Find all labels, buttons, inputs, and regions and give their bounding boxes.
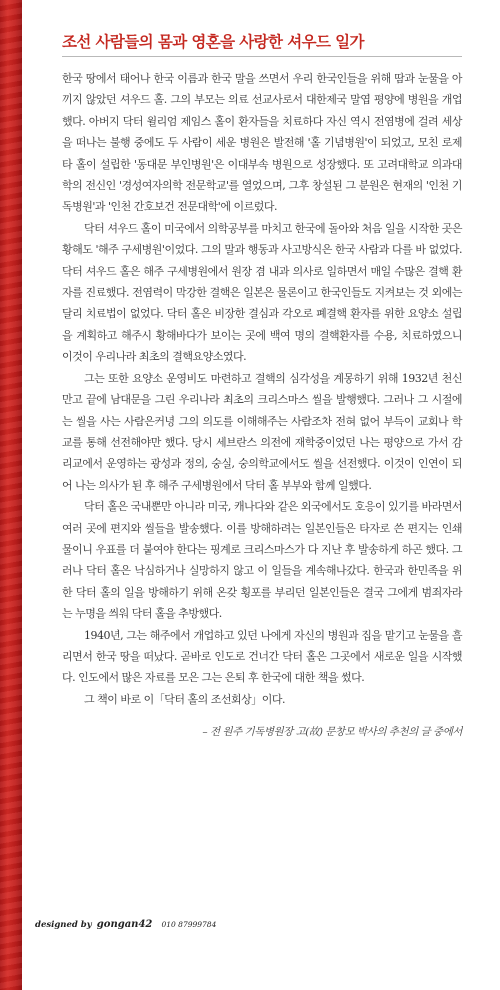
- paragraph-1: 한국 땅에서 태어나 한국 이름과 한국 말을 쓰면서 우리 한국인들을 위해 땀과 눈물을 아끼지 않았던 셔우드 홀. 그의 부모는 의료 선교사로서 대한제국 말엽 평양에 병원을 개업했다. 아버지 닥터 윌리엄 제임스 홀이 환자들을 치료하다 자신 역시 전염병에 걸려 세상을 떠나는 불행 중에도 두 사람이 세운 병원은 발전해 '홀 기념병원'이 되었고, 모친 로제타 홀이 설립한 '동대문 부인병원'은 이대부속 병원으로 성장했다. 또 고려대학교 의과대학의 전신인 '경성여자의학 전문학교'를 열었으며, 그후 창설된 그 분원은 현재의 '인천 기독병원'과 '인천 간호보건 전문대학'에 이르렀다.: [62, 72, 462, 214]
- designer-brand: gongan42: [96, 919, 153, 930]
- paragraph-6: 그 책이 바로 이「닥터 홀의 조선회상」이다.: [84, 692, 285, 706]
- article: [62, 30, 462, 739]
- citation: – 전 원주 기독병원장 고(故) 문창모 박사의 추천의 글 중에서: [202, 726, 462, 739]
- paragraph-3: 그는 또한 요양소 운영비도 마련하고 결핵의 심각성을 계몽하기 위해 1932년 천신만고 끝에 남대문을 그린 우리나라 최초의 크리스마스 씰을 발행했다. 그러나 그 시절에는 씰을 사는 사람은커녕 그의 의도를 이해해주는 사람조차 전혀 없어 부득이 교회나 학교를 통해 선전해야만 했다. 당시 세브란스 의전에 재학중이었던 나는 평양으로 가서 감리교에서 운영하는 광성과 정의, 숭실, 숭의학교에서도 씰을 선전했다. 이것이 인연이 되어 나는 의사가 된 후 해주 구세병원에서 닥터 홀 부부와 함께 일했다.: [62, 371, 462, 492]
- designer-phone: 010 87999784: [161, 920, 217, 929]
- title-divider: [62, 56, 462, 57]
- designer-credit: [35, 912, 216, 931]
- designed-by-label: designed by: [35, 920, 92, 930]
- paragraph-4: 닥터 홀은 국내뿐만 아니라 미국, 캐나다와 같은 외국에서도 호응이 있기를 바라면서 여러 곳에 편지와 씰들을 발송했다. 이를 방해하려는 일본인들은 타자로 쓴 편지는 인쇄물이니 우표를 더 붙여야 한다는 핑계로 크리스마스가 다 지난 후 발송하게 하곤 했다. 그러나 닥터 홀은 낙심하거나 실망하지 않고 이 일들을 계속해나갔다. 한국과 한민족을 위한 닥터 홀의 일을 방해하기 위해 온갖 횡포를 부리던 일본인들은 결국 그에게 범죄자라는 누명을 씌워 닥터 홀을 추방했다.: [62, 500, 462, 621]
- article-title: 조선 사람들의 몸과 영혼을 사랑한 셔우드 일가: [62, 32, 364, 51]
- paragraph-5: 1940년, 그는 해주에서 개업하고 있던 나에게 자신의 병원과 집을 맡기고 눈물을 흘리면서 한국 땅을 떠났다. 곧바로 인도로 건너간 닥터 홀은 그곳에서 새로운 일을 시작했다. 인도에서 많은 자료를 모은 그는 은퇴 후 한국에 대한 책을 썼다.: [62, 628, 462, 685]
- red-spine-decoration: [0, 0, 22, 990]
- paragraph-2: 닥터 셔우드 홀이 미국에서 의학공부를 마치고 한국에 돌아와 처음 일을 시작한 곳은 황해도 '해주 구세병원'이었다. 그의 말과 행동과 사고방식은 한국 사람과 다를 바 없었다. 닥터 셔우드 홀은 해주 구세병원에서 원장 겸 내과 의사로 일하면서 매일 수많은 결핵 환자를 진료했다. 전염력이 막강한 결핵은 일본은 물론이고 한국인들도 지켜보는 것 외에는 달리 치료법이 없었다. 닥터 홀은 비장한 결심과 각오로 폐결핵 환자를 위한 요양소 설립을 계획하고 해주시 황해바다가 보이는 곳에 백여 명의 결핵환자를 수용, 치료하였으니 이것이 우리나라 최초의 결핵요양소였다.: [62, 221, 462, 364]
